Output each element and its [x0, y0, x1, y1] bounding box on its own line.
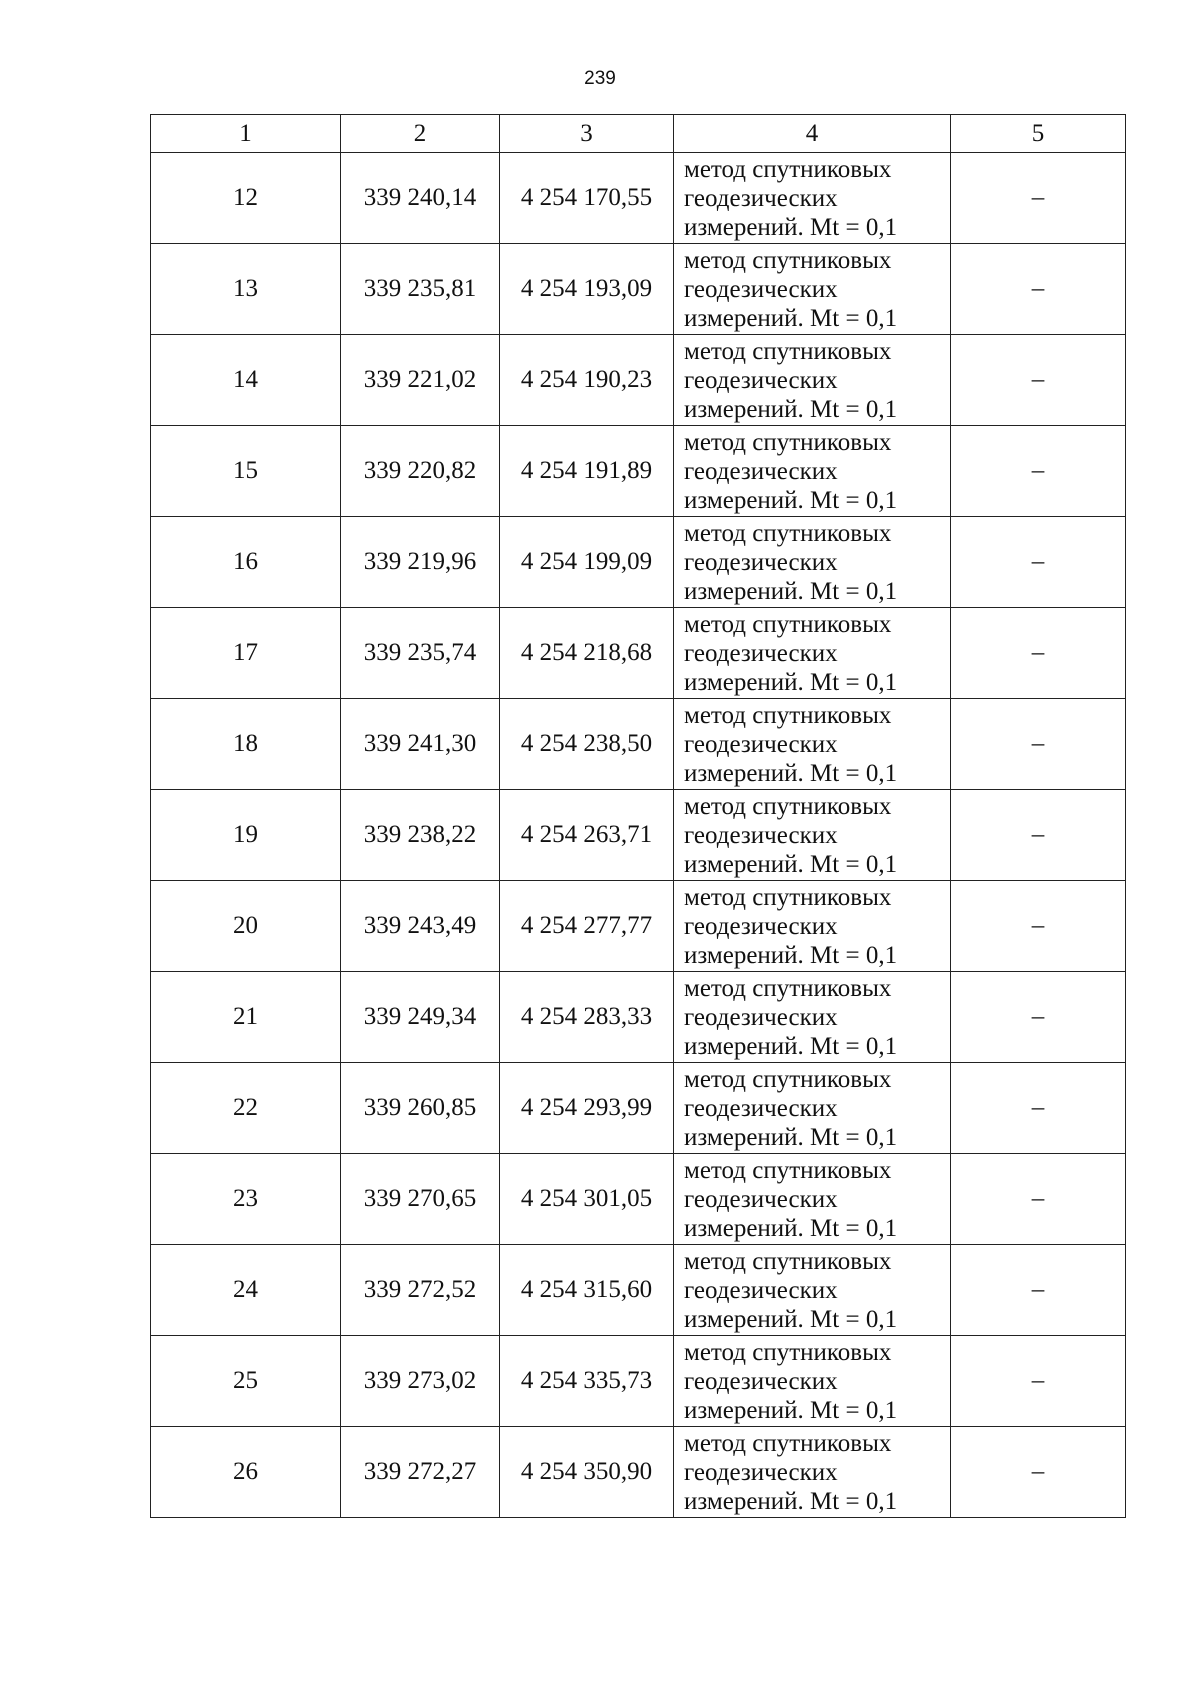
x-coordinate-cell: 339 243,49	[341, 881, 500, 972]
x-coordinate-cell: 339 249,34	[341, 972, 500, 1063]
header-col-1: 1	[151, 115, 341, 153]
note-cell: –	[951, 608, 1126, 699]
note-cell: –	[951, 790, 1126, 881]
point-number-cell: 12	[151, 153, 341, 244]
x-coordinate-cell: 339 241,30	[341, 699, 500, 790]
note-cell: –	[951, 972, 1126, 1063]
point-number-cell: 25	[151, 1336, 341, 1427]
point-number-cell: 26	[151, 1427, 341, 1518]
y-coordinate-cell: 4 254 199,09	[500, 517, 674, 608]
table-row	[151, 790, 1126, 881]
point-number-cell: 18	[151, 699, 341, 790]
method-cell: метод спутниковых геодезических измерений. Mt = 0,1	[674, 517, 951, 608]
table-row	[151, 608, 1126, 699]
y-coordinate-cell: 4 254 218,68	[500, 608, 674, 699]
table-row	[151, 1245, 1126, 1336]
y-coordinate-cell: 4 254 283,33	[500, 972, 674, 1063]
method-cell: метод спутниковых геодезических измерений. Mt = 0,1	[674, 426, 951, 517]
point-number-cell: 23	[151, 1154, 341, 1245]
point-number-cell: 17	[151, 608, 341, 699]
note-cell: –	[951, 1427, 1126, 1518]
y-coordinate-cell: 4 254 350,90	[500, 1427, 674, 1518]
method-cell: метод спутниковых геодезических измерений. Mt = 0,1	[674, 790, 951, 881]
x-coordinate-cell: 339 238,22	[341, 790, 500, 881]
method-cell: метод спутниковых геодезических измерений. Mt = 0,1	[674, 972, 951, 1063]
point-number-cell: 13	[151, 244, 341, 335]
x-coordinate-cell: 339 235,74	[341, 608, 500, 699]
note-cell: –	[951, 881, 1126, 972]
table-row	[151, 335, 1126, 426]
method-cell: метод спутниковых геодезических измерений. Mt = 0,1	[674, 1154, 951, 1245]
method-cell: метод спутниковых геодезических измерений. Mt = 0,1	[674, 153, 951, 244]
x-coordinate-cell: 339 221,02	[341, 335, 500, 426]
method-cell: метод спутниковых геодезических измерений. Mt = 0,1	[674, 244, 951, 335]
note-cell: –	[951, 153, 1126, 244]
point-number-cell: 15	[151, 426, 341, 517]
y-coordinate-cell: 4 254 277,77	[500, 881, 674, 972]
y-coordinate-cell: 4 254 238,50	[500, 699, 674, 790]
method-cell: метод спутниковых геодезических измерений. Mt = 0,1	[674, 1245, 951, 1336]
method-cell: метод спутниковых геодезических измерений. Mt = 0,1	[674, 335, 951, 426]
y-coordinate-cell: 4 254 335,73	[500, 1336, 674, 1427]
method-cell: метод спутниковых геодезических измерений. Mt = 0,1	[674, 608, 951, 699]
x-coordinate-cell: 339 273,02	[341, 1336, 500, 1427]
point-number-cell: 24	[151, 1245, 341, 1336]
table-row	[151, 1427, 1126, 1518]
point-number-cell: 20	[151, 881, 341, 972]
method-cell: метод спутниковых геодезических измерений. Mt = 0,1	[674, 1427, 951, 1518]
x-coordinate-cell: 339 240,14	[341, 153, 500, 244]
x-coordinate-cell: 339 260,85	[341, 1063, 500, 1154]
x-coordinate-cell: 339 219,96	[341, 517, 500, 608]
note-cell: –	[951, 699, 1126, 790]
y-coordinate-cell: 4 254 301,05	[500, 1154, 674, 1245]
y-coordinate-cell: 4 254 193,09	[500, 244, 674, 335]
note-cell: –	[951, 426, 1126, 517]
y-coordinate-cell: 4 254 315,60	[500, 1245, 674, 1336]
x-coordinate-cell: 339 272,27	[341, 1427, 500, 1518]
table-row	[151, 517, 1126, 608]
y-coordinate-cell: 4 254 190,23	[500, 335, 674, 426]
x-coordinate-cell: 339 220,82	[341, 426, 500, 517]
y-coordinate-cell: 4 254 191,89	[500, 426, 674, 517]
y-coordinate-cell: 4 254 263,71	[500, 790, 674, 881]
table-row	[151, 699, 1126, 790]
point-number-cell: 22	[151, 1063, 341, 1154]
note-cell: –	[951, 1063, 1126, 1154]
table-row	[151, 881, 1126, 972]
method-cell: метод спутниковых геодезических измерений. Mt = 0,1	[674, 881, 951, 972]
point-number-cell: 19	[151, 790, 341, 881]
header-col-4: 4	[674, 115, 951, 153]
y-coordinate-cell: 4 254 293,99	[500, 1063, 674, 1154]
method-cell: метод спутниковых геодезических измерений. Mt = 0,1	[674, 699, 951, 790]
note-cell: –	[951, 1336, 1126, 1427]
header-row	[151, 115, 1126, 153]
x-coordinate-cell: 339 272,52	[341, 1245, 500, 1336]
table-body	[151, 153, 1126, 1518]
note-cell: –	[951, 335, 1126, 426]
note-cell: –	[951, 517, 1126, 608]
point-number-cell: 14	[151, 335, 341, 426]
method-cell: метод спутниковых геодезических измерений. Mt = 0,1	[674, 1063, 951, 1154]
header-col-3: 3	[500, 115, 674, 153]
table-row	[151, 1336, 1126, 1427]
x-coordinate-cell: 339 270,65	[341, 1154, 500, 1245]
table-row	[151, 244, 1126, 335]
point-number-cell: 16	[151, 517, 341, 608]
coordinates-table	[150, 114, 1126, 1518]
point-number-cell: 21	[151, 972, 341, 1063]
y-coordinate-cell: 4 254 170,55	[500, 153, 674, 244]
table-row	[151, 1063, 1126, 1154]
table-row	[151, 1154, 1126, 1245]
note-cell: –	[951, 244, 1126, 335]
header-col-5: 5	[951, 115, 1126, 153]
table-row	[151, 426, 1126, 517]
table-row	[151, 153, 1126, 244]
table-row	[151, 972, 1126, 1063]
note-cell: –	[951, 1245, 1126, 1336]
method-cell: метод спутниковых геодезических измерений. Mt = 0,1	[674, 1336, 951, 1427]
note-cell: –	[951, 1154, 1126, 1245]
header-col-2: 2	[341, 115, 500, 153]
x-coordinate-cell: 339 235,81	[341, 244, 500, 335]
table-header	[151, 115, 1126, 153]
page-number: 239	[584, 68, 616, 89]
